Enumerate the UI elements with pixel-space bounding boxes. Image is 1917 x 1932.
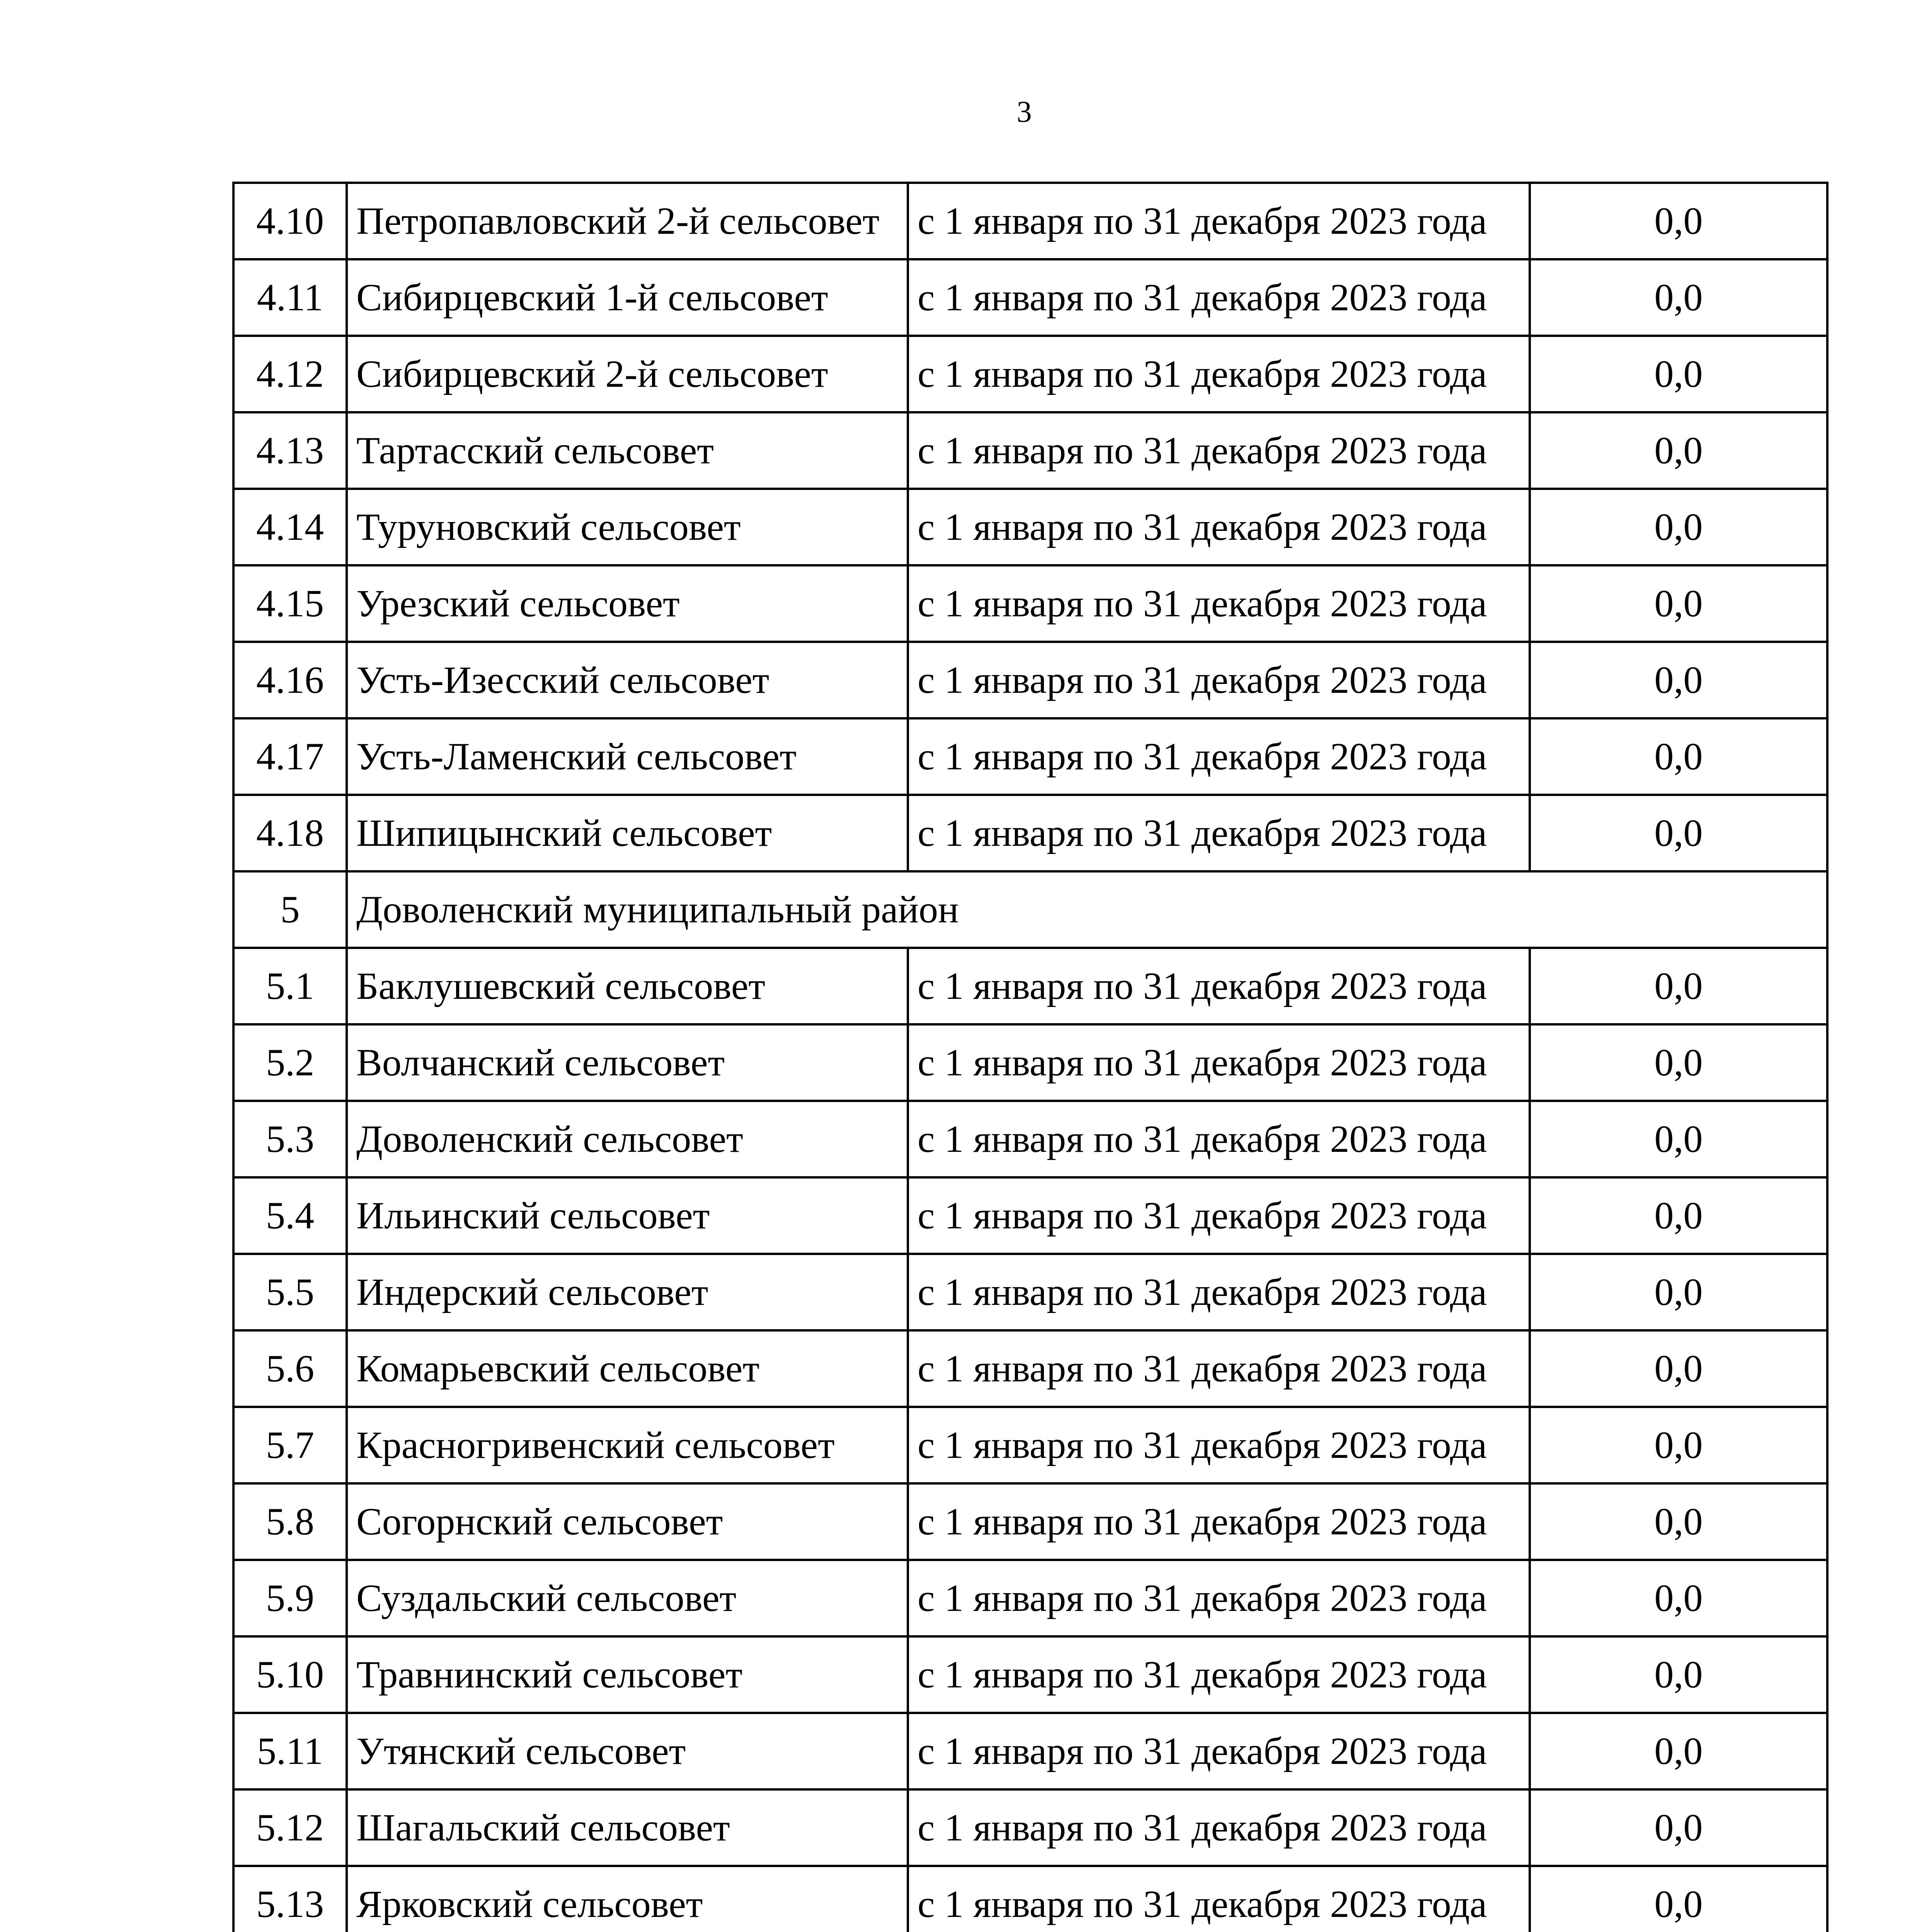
value-cell: 0,0 [1530,642,1827,718]
table-row [233,1101,1827,1177]
value-cell: 0,0 [1530,412,1827,489]
row-number: 4.16 [233,642,347,718]
table-row [233,1254,1827,1330]
row-number: 4.18 [233,795,347,871]
table-row [233,565,1827,642]
row-number: 5.13 [233,1866,347,1932]
value-cell: 0,0 [1530,1024,1827,1101]
value-cell: 0,0 [1530,259,1827,336]
settlement-name: Сибирцевский 2-й сельсовет [347,336,908,412]
period-cell: с 1 января по 31 декабря 2023 года [908,1024,1530,1101]
table-row [233,948,1827,1024]
settlement-name: Урезский сельсовет [347,565,908,642]
table-row [233,1789,1827,1866]
row-number: 5.7 [233,1407,347,1483]
row-number: 5.10 [233,1636,347,1713]
table-row [233,336,1827,412]
row-number: 4.14 [233,489,347,565]
settlement-name: Ильинский сельсовет [347,1177,908,1254]
table-row [233,412,1827,489]
value-cell: 0,0 [1530,183,1827,259]
settlement-name: Баклушевский сельсовет [347,948,908,1024]
row-number: 4.15 [233,565,347,642]
row-number: 5.6 [233,1330,347,1407]
period-cell: с 1 января по 31 декабря 2023 года [908,1713,1530,1789]
settlement-name: Туруновский сельсовет [347,489,908,565]
table-row [233,183,1827,259]
period-cell: с 1 января по 31 декабря 2023 года [908,1636,1530,1713]
district-name: Доволенский муниципальный район [347,871,1827,948]
value-cell: 0,0 [1530,1177,1827,1254]
settlement-name: Петропавловский 2-й сельсовет [347,183,908,259]
settlement-name: Травнинский сельсовет [347,1636,908,1713]
table-row [233,259,1827,336]
period-cell: с 1 января по 31 декабря 2023 года [908,489,1530,565]
settlement-name: Шагальский сельсовет [347,1789,908,1866]
table-row [233,795,1827,871]
period-cell: с 1 января по 31 декабря 2023 года [908,642,1530,718]
row-number: 4.10 [233,183,347,259]
period-cell: с 1 января по 31 декабря 2023 года [908,1483,1530,1560]
table-row [233,718,1827,795]
settlement-name: Индерский сельсовет [347,1254,908,1330]
period-cell: с 1 января по 31 декабря 2023 года [908,183,1530,259]
period-cell: с 1 января по 31 декабря 2023 года [908,1866,1530,1932]
period-cell: с 1 января по 31 декабря 2023 года [908,412,1530,489]
row-number: 4.13 [233,412,347,489]
value-cell: 0,0 [1530,1101,1827,1177]
settlement-name: Усть-Ламенский сельсовет [347,718,908,795]
value-cell: 0,0 [1530,1483,1827,1560]
period-cell: с 1 января по 31 декабря 2023 года [908,259,1530,336]
row-number: 5.9 [233,1560,347,1636]
period-cell: с 1 января по 31 декабря 2023 года [908,718,1530,795]
period-cell: с 1 января по 31 декабря 2023 года [908,1407,1530,1483]
value-cell: 0,0 [1530,795,1827,871]
table-row [233,1024,1827,1101]
value-cell: 0,0 [1530,1560,1827,1636]
settlement-name: Суздальский сельсовет [347,1560,908,1636]
row-number: 5.5 [233,1254,347,1330]
settlement-name: Волчанский сельсовет [347,1024,908,1101]
row-number: 4.12 [233,336,347,412]
period-cell: с 1 января по 31 декабря 2023 года [908,336,1530,412]
table-body [233,183,1827,1932]
period-cell: с 1 января по 31 декабря 2023 года [908,565,1530,642]
table-row [233,1636,1827,1713]
row-number: 4.11 [233,259,347,336]
table-row [233,1407,1827,1483]
period-cell: с 1 января по 31 декабря 2023 года [908,1101,1530,1177]
value-cell: 0,0 [1530,1866,1827,1932]
value-cell: 0,0 [1530,1330,1827,1407]
settlement-name: Ярковский сельсовет [347,1866,908,1932]
row-number: 4.17 [233,718,347,795]
row-number: 5.3 [233,1101,347,1177]
settlement-name: Комарьевский сельсовет [347,1330,908,1407]
data-table [232,182,1828,1932]
value-cell: 0,0 [1530,336,1827,412]
period-cell: с 1 января по 31 декабря 2023 года [908,1254,1530,1330]
settlement-name: Доволенский сельсовет [347,1101,908,1177]
row-number: 5.2 [233,1024,347,1101]
value-cell: 0,0 [1530,1789,1827,1866]
value-cell: 0,0 [1530,1407,1827,1483]
settlement-name: Шипицынский сельсовет [347,795,908,871]
table-row [233,489,1827,565]
value-cell: 0,0 [1530,1254,1827,1330]
period-cell: с 1 января по 31 декабря 2023 года [908,1177,1530,1254]
value-cell: 0,0 [1530,718,1827,795]
row-number: 5.12 [233,1789,347,1866]
period-cell: с 1 января по 31 декабря 2023 года [908,948,1530,1024]
table-row [233,1330,1827,1407]
value-cell: 0,0 [1530,565,1827,642]
row-number: 5.1 [233,948,347,1024]
settlement-name: Сибирцевский 1-й сельсовет [347,259,908,336]
table-row [233,1560,1827,1636]
settlement-name: Утянский сельсовет [347,1713,908,1789]
settlement-name: Красногривенский сельсовет [347,1407,908,1483]
settlement-name: Тартасский сельсовет [347,412,908,489]
row-number: 5.11 [233,1713,347,1789]
value-cell: 0,0 [1530,948,1827,1024]
period-cell: с 1 января по 31 декабря 2023 года [908,795,1530,871]
row-number: 5.4 [233,1177,347,1254]
table-row [233,642,1827,718]
table-row [233,1866,1827,1932]
page-number: 3 [1016,95,1032,128]
settlement-name: Усть-Изесский сельсовет [347,642,908,718]
settlement-name: Согорнский сельсовет [347,1483,908,1560]
district-number: 5 [233,871,347,948]
period-cell: с 1 января по 31 декабря 2023 года [908,1789,1530,1866]
period-cell: с 1 января по 31 декабря 2023 года [908,1330,1530,1407]
table-row [233,1177,1827,1254]
value-cell: 0,0 [1530,489,1827,565]
period-cell: с 1 января по 31 декабря 2023 года [908,1560,1530,1636]
row-number: 5.8 [233,1483,347,1560]
table-row [233,1713,1827,1789]
value-cell: 0,0 [1530,1713,1827,1789]
table-row [233,1483,1827,1560]
value-cell: 0,0 [1530,1636,1827,1713]
district-row [233,871,1827,948]
